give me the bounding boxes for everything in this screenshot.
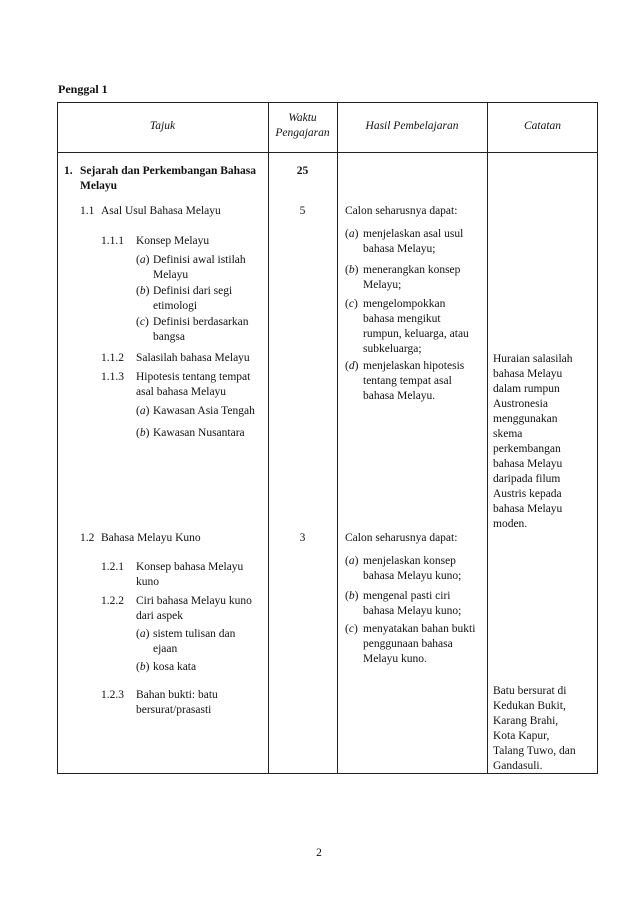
item-number: 1.1.2 bbox=[101, 352, 124, 364]
item-text: Konsep bahasa Melayu kuno bbox=[136, 561, 244, 588]
column-divider bbox=[487, 102, 488, 774]
sub-text: Definisi dari segi etimologi bbox=[153, 285, 233, 312]
outcome-letter: (a) bbox=[345, 555, 359, 567]
item-number: 1.1.1 bbox=[101, 235, 124, 247]
sub-text: sistem tulisan dan ejaan bbox=[153, 628, 236, 655]
header-waktu: Waktu Pengajaran bbox=[275, 112, 330, 139]
note-batu-bersurat: Batu bersurat di Kedukan Bukit, Karang Brahi, Kota Kapur, Talang Tuwo, dan Gandasuli. bbox=[493, 685, 576, 772]
item-number: 1.1.3 bbox=[101, 371, 124, 383]
item-text: Ciri bahasa Melayu kuno dari aspek bbox=[136, 595, 252, 622]
outcome-text: mengelompokkan bahasa mengikut rumpun, keluarga, atau subkeluarga; bbox=[363, 298, 469, 355]
sub-text: kosa kata bbox=[153, 661, 197, 673]
outcome-letter: (d) bbox=[345, 360, 359, 372]
outcome-text: menerangkan konsep Melayu; bbox=[363, 264, 461, 291]
subtopic-hours: 3 bbox=[299, 532, 306, 544]
item-number: 1.2.2 bbox=[101, 595, 124, 607]
header-hasil: Hasil Pembelajaran bbox=[365, 120, 459, 132]
subtopic-number: 1.2 bbox=[80, 532, 95, 544]
outcome-text: menyatakan bahan bukti penggunaan bahasa Melayu kuno. bbox=[363, 623, 476, 665]
subtopic-number: 1.1 bbox=[80, 205, 95, 217]
item-number: 1.2.1 bbox=[101, 561, 124, 573]
sub-text: Definisi berdasarkan bangsa bbox=[153, 316, 249, 343]
outcome-text: mengenal pasti ciri bahasa Melayu kuno; bbox=[363, 590, 462, 617]
item-text: Salasilah bahasa Melayu bbox=[136, 352, 250, 364]
item-text: Konsep Melayu bbox=[136, 235, 210, 247]
sub-letter: (a) bbox=[136, 628, 150, 640]
header-tajuk: Tajuk bbox=[149, 120, 176, 132]
section-title: Penggal 1 bbox=[58, 82, 108, 96]
column-divider bbox=[337, 102, 338, 774]
sub-letter: (b) bbox=[136, 661, 150, 673]
sub-text: Kawasan Asia Tengah bbox=[153, 405, 255, 417]
sub-letter: (a) bbox=[136, 405, 150, 417]
outcome-intro: Calon seharusnya dapat: bbox=[345, 532, 458, 544]
topic-number: 1. bbox=[64, 165, 73, 177]
page-number: 2 bbox=[316, 847, 322, 859]
note-salasilah: Huraian salasilah bahasa Melayu dalam rumpun Austronesia menggunakan skema perkembangan bahasa Melayu daripada filum Austris kepada bahasa Melayu moden. bbox=[493, 353, 573, 530]
outcome-letter: (a) bbox=[345, 228, 359, 240]
sub-letter: (b) bbox=[136, 285, 150, 297]
header-catatan: Catatan bbox=[523, 120, 562, 132]
topic-title: Sejarah dan Perkembangan Bahasa Melayu bbox=[80, 165, 257, 192]
sub-text: Definisi awal istilah Melayu bbox=[153, 254, 246, 281]
outcome-text: menjelaskan asal usul bahasa Melayu; bbox=[363, 228, 464, 255]
subtopic-title: Bahasa Melayu Kuno bbox=[101, 532, 201, 544]
outcome-intro: Calon seharusnya dapat: bbox=[345, 205, 458, 217]
sub-letter: (b) bbox=[136, 427, 150, 439]
subtopic-title: Asal Usul Bahasa Melayu bbox=[101, 205, 221, 217]
outcome-letter: (c) bbox=[345, 298, 358, 310]
sub-letter: (c) bbox=[136, 316, 149, 328]
item-text: Hipotesis tentang tempat asal bahasa Melayu bbox=[136, 371, 251, 398]
sub-letter: (a) bbox=[136, 254, 150, 266]
outcome-letter: (c) bbox=[345, 623, 358, 635]
sub-text: Kawasan Nusantara bbox=[153, 427, 245, 439]
subtopic-hours: 5 bbox=[299, 205, 306, 217]
outcome-letter: (b) bbox=[345, 590, 359, 602]
item-number: 1.2.3 bbox=[101, 689, 124, 701]
outcome-text: menjelaskan konsep bahasa Melayu kuno; bbox=[363, 555, 462, 582]
outcome-letter: (b) bbox=[345, 264, 359, 276]
outcome-text: menjelaskan hipotesis tentang tempat asal bahasa Melayu. bbox=[363, 360, 465, 402]
item-text: Bahan bukti: batu bersurat/prasasti bbox=[136, 689, 218, 716]
topic-hours: 25 bbox=[296, 165, 309, 177]
column-divider bbox=[268, 102, 269, 774]
header-divider bbox=[57, 152, 598, 153]
